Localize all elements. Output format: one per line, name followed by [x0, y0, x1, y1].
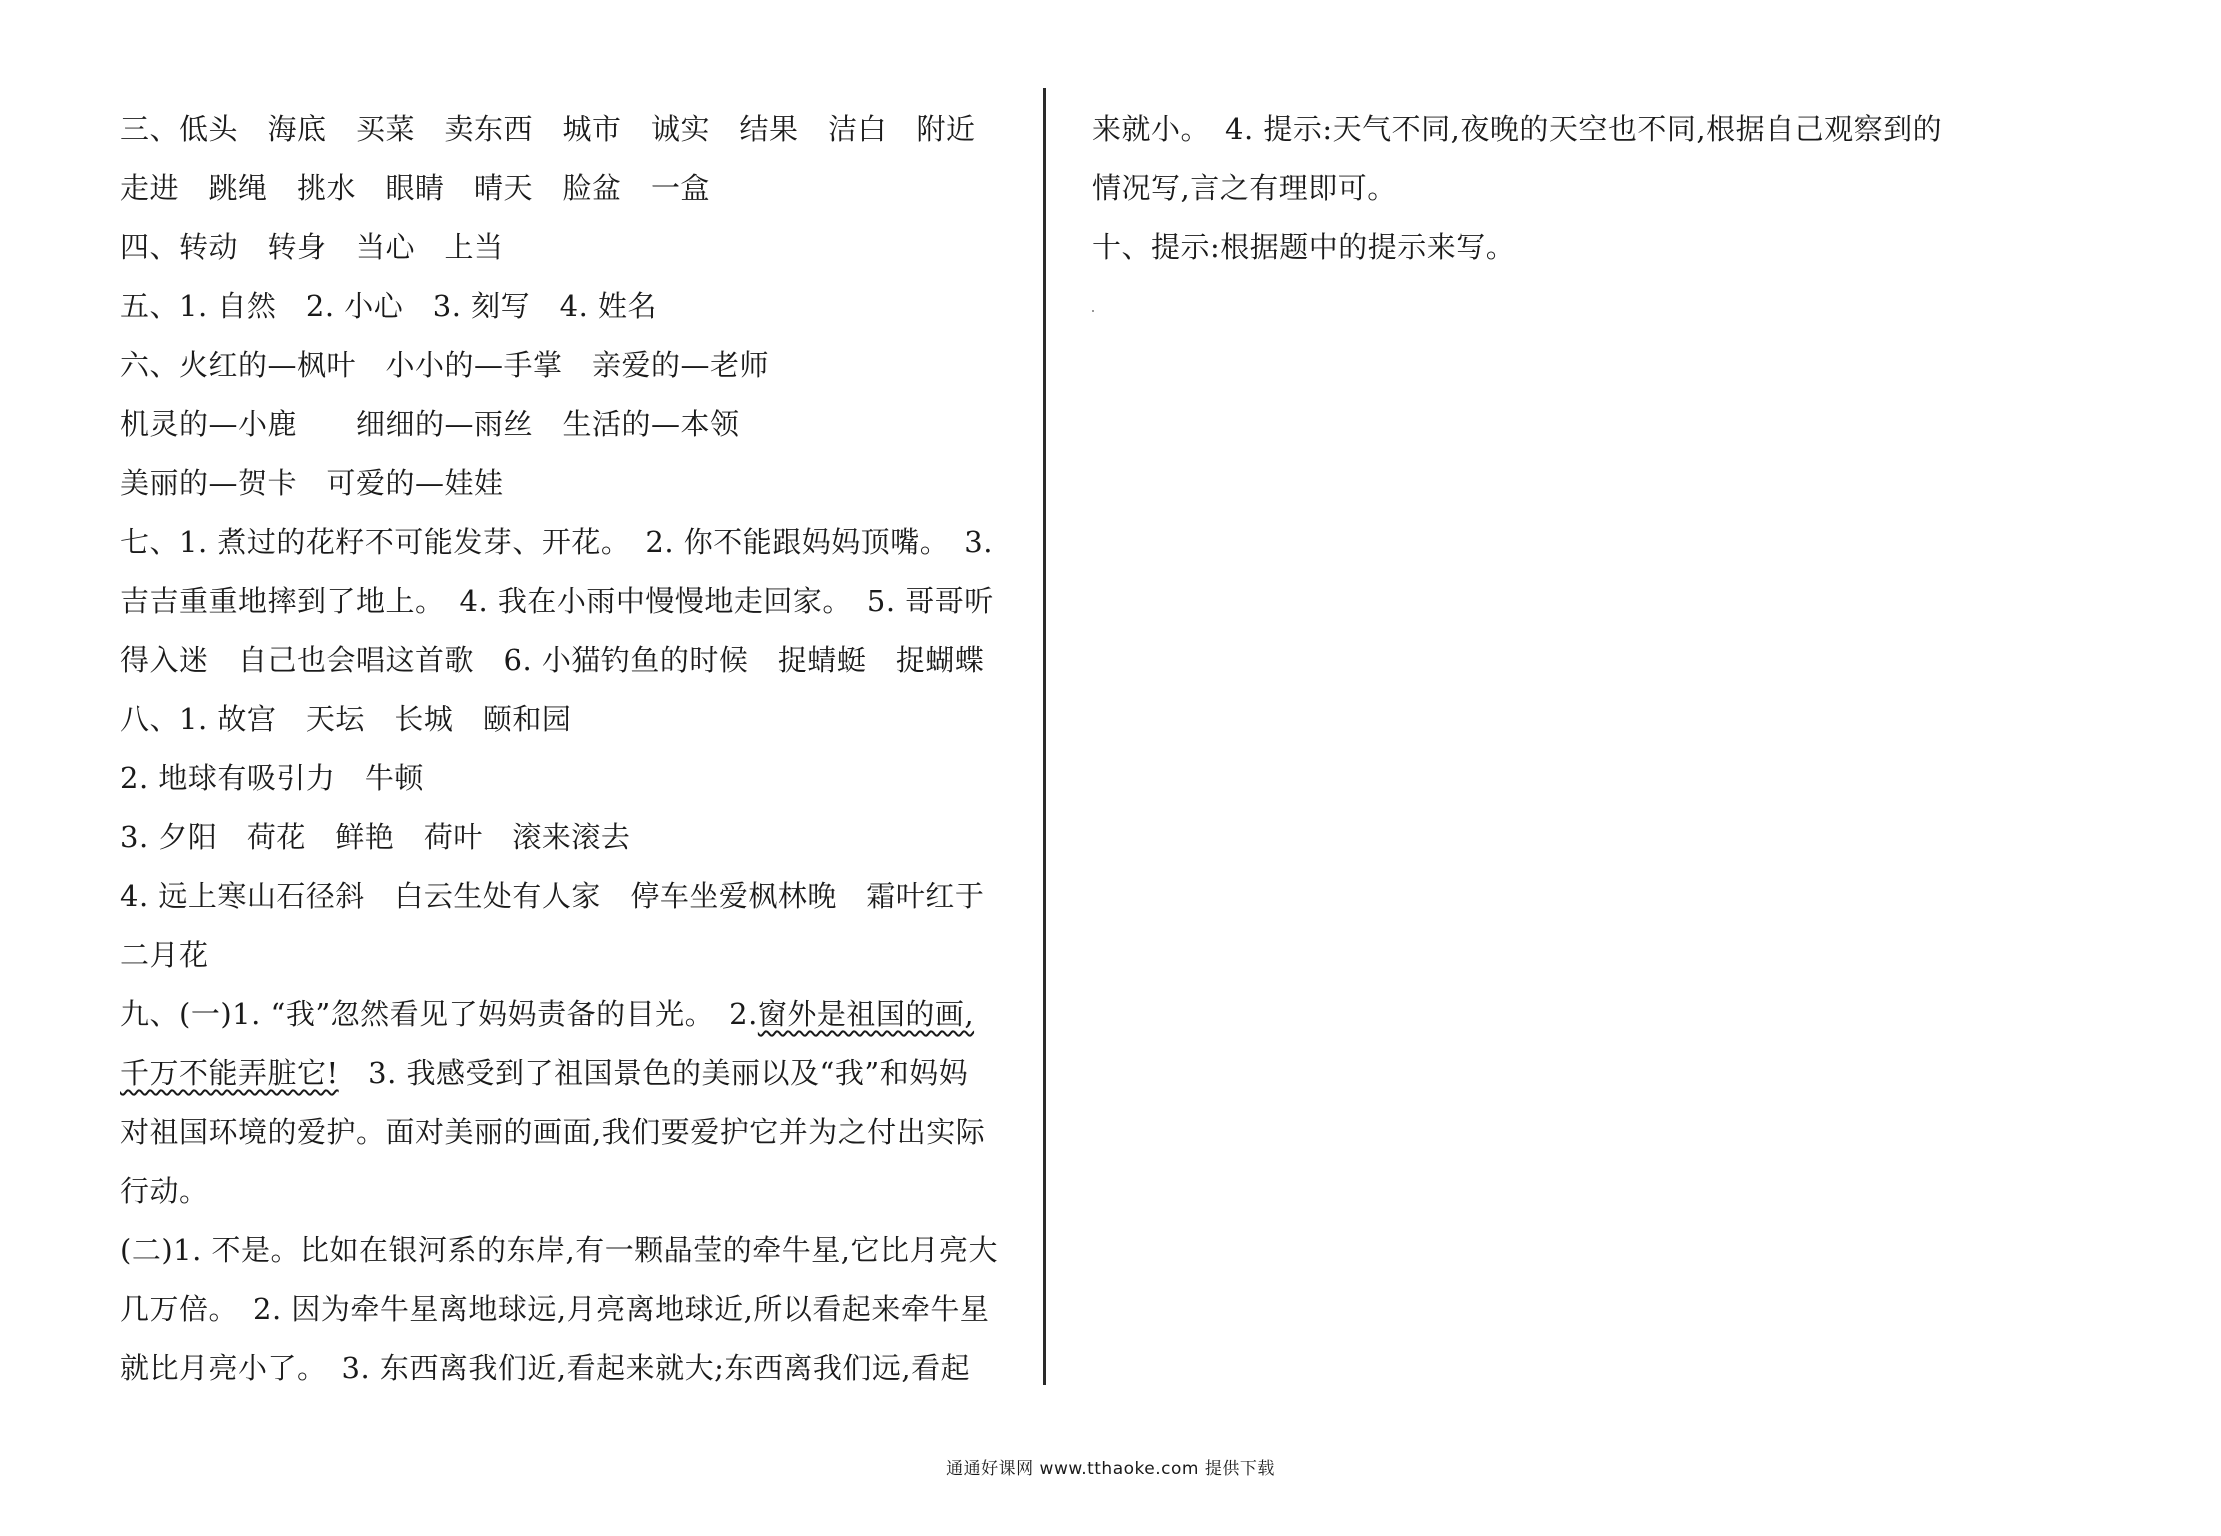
text-line: 对祖国环境的爱护。面对美丽的画面,我们要爱护它并为之付出实际	[120, 1115, 986, 1149]
text-line: 3. 夕阳 荷花 鲜艳 荷叶 滚来滚去	[120, 820, 631, 854]
text-line: 走进 跳绳 挑水 眼睛 晴天 脸盆 一盒	[120, 171, 711, 205]
text-line: 行动。	[120, 1174, 209, 1208]
text-line: 美丽的—贺卡 可爱的—娃娃	[120, 466, 504, 500]
underlined-answer: 千万不能弄脏它!	[120, 1056, 339, 1090]
text-line: 来就小。 4. 提示:天气不同,夜晚的天空也不同,根据自己观察到的	[1092, 112, 1943, 146]
text-line	[120, 985, 1000, 1044]
text-line: 十、提示:根据题中的提示来写。	[1092, 230, 1516, 264]
text-line	[120, 1044, 1000, 1103]
text-segment: 九、(一)1. “我”忽然看见了妈妈责备的目光。 2.	[120, 997, 758, 1031]
text-line: (二)1. 不是。比如在银河系的东岸,有一颗晶莹的牵牛星,它比月亮大	[120, 1233, 998, 1267]
text-line: 情况写,言之有理即可。	[1092, 171, 1397, 205]
text-line: 得入迷 自己也会唱这首歌 6. 小猫钓鱼的时候 捉蜻蜓 捉蝴蝶	[120, 643, 985, 677]
text-line: 七、1. 煮过的花籽不可能发芽、开花。 2. 你不能跟妈妈顶嘴。 3.	[120, 525, 993, 559]
left-column	[120, 100, 1000, 1398]
text-line: 二月花	[120, 938, 209, 972]
text-line: 八、1. 故宫 天坛 长城 颐和园	[120, 702, 572, 736]
text-line: 就比月亮小了。 3. 东西离我们近,看起来就大;东西离我们远,看起	[120, 1351, 971, 1385]
text-line: 吉吉重重地摔到了地上。 4. 我在小雨中慢慢地走回家。 5. 哥哥听	[120, 584, 994, 618]
footer-credit: 通通好课网 www.tthaoke.com 提供下载	[946, 1459, 1275, 1479]
column-divider	[1043, 88, 1046, 1385]
text-segment: 3. 我感受到了祖国景色的美丽以及“我”和妈妈	[338, 1056, 969, 1090]
right-column	[1092, 100, 2022, 277]
text-line: 四、转动 转身 当心 上当	[120, 230, 504, 264]
text-line: 2. 地球有吸引力 牛顿	[120, 761, 424, 795]
text-line: 机灵的—小鹿 细细的—雨丝 生活的—本领	[120, 407, 740, 441]
text-line: 六、火红的—枫叶 小小的—手掌 亲爱的—老师	[120, 348, 770, 382]
text-line: 4. 远上寒山石径斜 白云生处有人家 停车坐爱枫林晚 霜叶红于	[120, 879, 985, 913]
text-line: 三、低头 海底 买菜 卖东西 城市 诚实 结果 洁白 附近	[120, 112, 976, 146]
text-line: 几万倍。 2. 因为牵牛星离地球远,月亮离地球近,所以看起来牵牛星	[120, 1292, 990, 1326]
stray-mark	[1092, 310, 1094, 312]
text-line: 五、1. 自然 2. 小心 3. 刻写 4. 姓名	[120, 289, 658, 323]
underlined-answer: 窗外是祖国的画,	[757, 997, 975, 1031]
